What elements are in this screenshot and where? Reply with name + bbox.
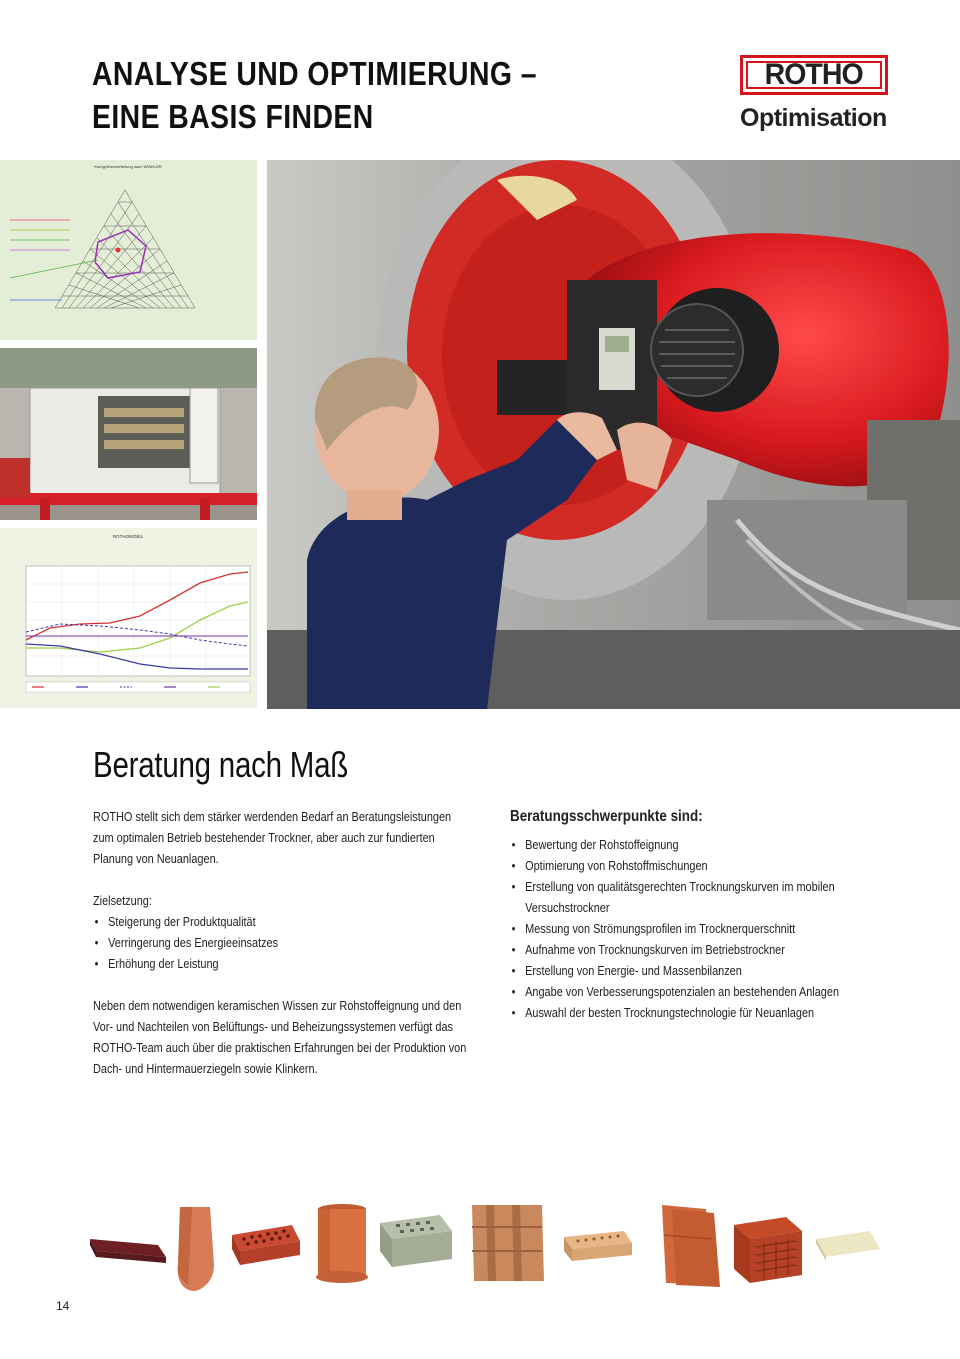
- mobile-test-dryer-photo: [0, 348, 257, 520]
- focus-heading: Beratungsschwerpunkte sind:: [510, 808, 703, 825]
- section-heading: Beratung nach Maß: [93, 744, 349, 785]
- drying-curve-chart: [0, 528, 257, 708]
- body-paragraph: Neben dem notwendigen keramischen Wissen zur Rohstoffeignung und den Vor- und Nachteilen von Belüftungs- und Beheizungssystemen verfügt das ROTHO-Team auch über die praktischen Erfahrungen bei der Produktion von Dach- und Hintermauerziegeln sowie Klinkern.: [93, 998, 467, 1076]
- logo-word: ROTHO: [764, 58, 864, 91]
- focus-item: • Aufnahme von Trocknungskurven im Betriebstrockner: [510, 939, 888, 960]
- focus-item: • Optimierung von Rohstoffmischungen: [510, 855, 888, 876]
- hollow-block-icon: [734, 1217, 802, 1283]
- grey-perforated-brick-icon: [380, 1215, 452, 1267]
- logo-subtitle: Optimisation: [740, 104, 887, 132]
- goals-list: [93, 911, 471, 974]
- focus-item: • Auswahl der besten Trocknungstechnologie für Neuanlagen: [510, 1002, 888, 1023]
- chimney-pipe-icon: [316, 1204, 368, 1283]
- ridge-end-tile-icon: [178, 1207, 214, 1291]
- flat-roof-tiles-icon: [662, 1205, 720, 1287]
- focus-item: • Angabe von Verbesserungspotenzialen an bestehenden Anlagen: [510, 981, 888, 1002]
- curve-chart-title: ROTHOMOBIL: [112, 534, 144, 539]
- goals-label: Zielsetzung:: [93, 893, 152, 908]
- goal-item: • Steigerung der Produktqualität: [93, 911, 471, 932]
- triangle-chart-title: Korngrößenverteilung nach WINKLER: [94, 164, 162, 169]
- intro-column: [93, 806, 471, 1079]
- perforated-brick-icon: [232, 1225, 300, 1265]
- goal-item: • Verringerung des Energieeinsatzes: [93, 932, 471, 953]
- brick-slip-icon: [90, 1239, 166, 1263]
- focus-item: • Erstellung von qualitätsgerechten Trocknungskurven im mobilen Versuchstrockner: [510, 876, 888, 918]
- rotho-logo: [740, 55, 888, 95]
- focus-list: [510, 834, 888, 1023]
- focus-column: [510, 806, 888, 1023]
- cream-slip-icon: [816, 1231, 880, 1261]
- roof-tile-stack-icon: [472, 1205, 544, 1281]
- intro-paragraph: ROTHO stellt sich dem stärker werdenden Bedarf an Beratungsleistungen zum optimalen Betrieb bestehender Trockner, aber auch zur fundierten Planung von Neuanlagen.: [93, 809, 452, 866]
- light-perforated-brick-icon: [564, 1231, 632, 1261]
- focus-item: • Bewertung der Rohstoffeignung: [510, 834, 888, 855]
- product-strip: [0, 1195, 960, 1295]
- page-number: 14: [56, 1299, 70, 1313]
- page-title: [92, 52, 574, 138]
- triangle-grain-size-chart: [0, 160, 257, 340]
- page-title-line-1: ANALYSE UND OPTIMIERUNG –: [92, 55, 537, 92]
- page-title-line-2: EINE BASIS FINDEN: [92, 98, 374, 135]
- focus-item: • Messung von Strömungsprofilen im Trocknerquerschnitt: [510, 918, 888, 939]
- focus-item: • Erstellung von Energie- und Massenbilanzen: [510, 960, 888, 981]
- technician-burner-photo: [267, 160, 960, 709]
- goal-item: • Erhöhung der Leistung: [93, 953, 471, 974]
